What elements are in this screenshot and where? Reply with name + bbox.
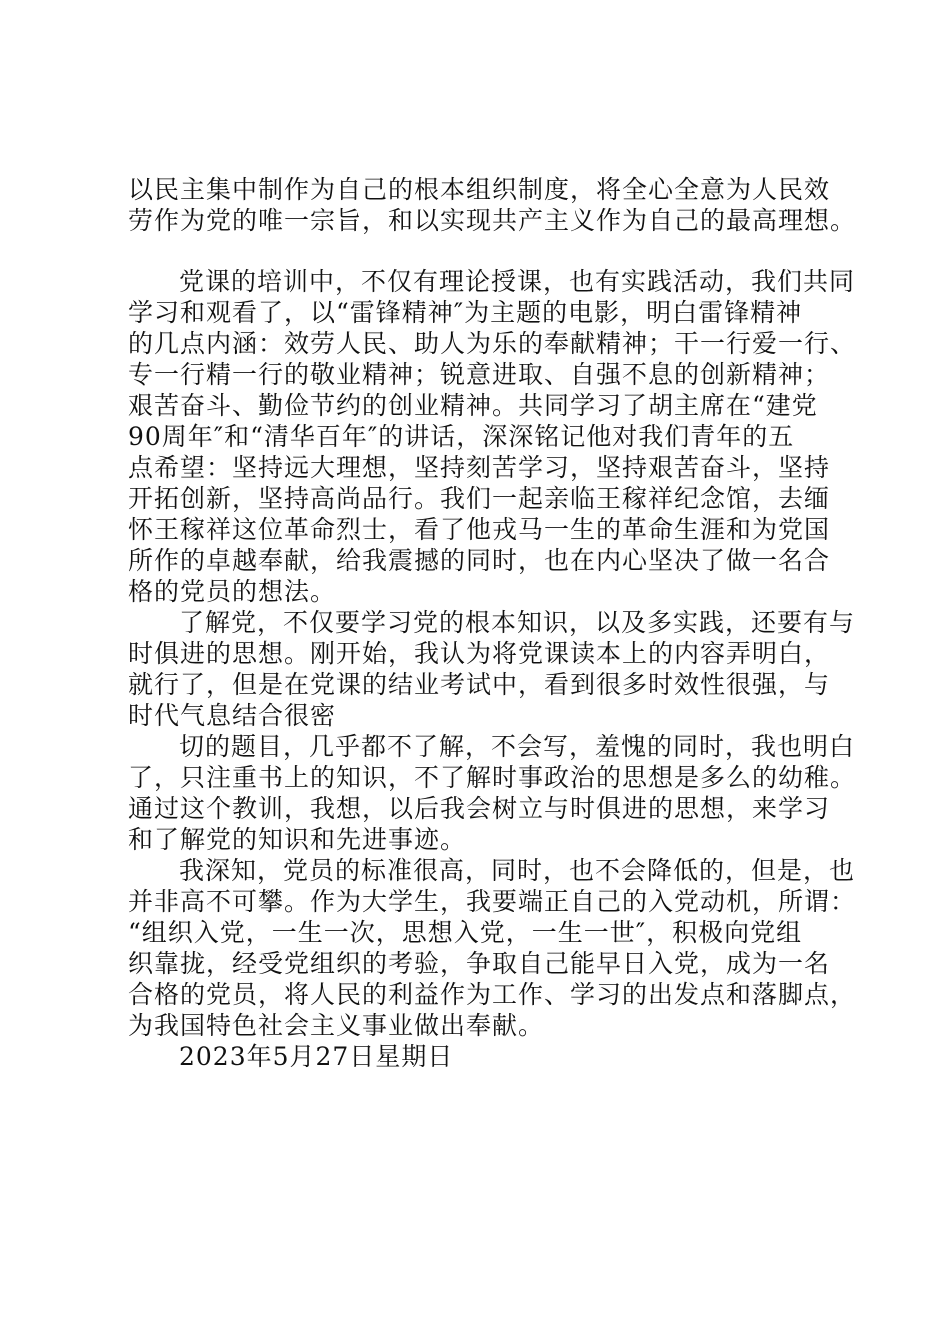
paragraph-3-line-4: 和了解党的知识和先进事迹。 bbox=[128, 825, 467, 854]
paragraph-4-line-3: “组织入党，一生一次，思想入党，一生一世″，积极向党组 bbox=[128, 918, 803, 947]
paragraph-2-line-2: 时俱进的思想。刚开始，我认为将党课读本上的内容弄明白， bbox=[128, 639, 831, 668]
paragraph-1-line-9: 怀王稼祥这位革命烈士，看了他戎马一生的革命生涯和为党国 bbox=[128, 515, 831, 544]
paragraph-training bbox=[128, 266, 857, 607]
date-block bbox=[128, 1041, 848, 1072]
paragraph-4-line-5: 合格的党员，将人民的利益作为工作、学习的出发点和落脚点， bbox=[128, 980, 857, 1009]
paragraph-commitment bbox=[128, 855, 857, 1041]
paragraph-1-line-3: 的几点内涵：效劳人民、助人为乐的奉献精神；干一行爱一行、 bbox=[128, 329, 857, 358]
paragraph-1-line-5: 艰苦奋斗、勤俭节约的创业精神。共同学习了胡主席在“建党 bbox=[128, 391, 818, 420]
paragraph-lesson bbox=[128, 731, 857, 855]
paragraph-4-line-6: 为我国特色社会主义事业做出奉献。 bbox=[128, 1011, 545, 1040]
paragraph-3-line-1: 切的题目，几乎都不了解，不会写，羞愧的同时，我也明白 bbox=[179, 732, 856, 761]
paragraph-1-line-11: 格的党员的想法。 bbox=[128, 577, 337, 606]
paragraph-2-line-4: 时代气息结合很密 bbox=[128, 701, 337, 730]
paragraph-1-line-8: 开拓创新，坚持高尚品行。我们一起亲临王稼祥纪念馆，去缅 bbox=[128, 484, 831, 513]
intro-paragraph bbox=[128, 174, 857, 236]
paragraph-3-line-2: 了，只注重书上的知识，不了解时事政治的思想是多么的幼稚。 bbox=[128, 763, 857, 792]
paragraph-3-line-3: 通过这个教训，我想，以后我会树立与时俱进的思想，来学习 bbox=[128, 794, 831, 823]
paragraph-4-line-2: 并非高不可攀。作为大学生，我要端正自己的入党动机，所谓： bbox=[128, 887, 857, 916]
paragraph-1-line-4: 专一行精一行的敬业精神；锐意进取、自强不息的创新精神； bbox=[128, 360, 831, 389]
paragraph-1-line-1: 党课的培训中，不仅有理论授课，也有实践活动，我们共同 bbox=[179, 267, 856, 296]
paragraph-1-line-2: 学习和观看了，以“雷锋精神″为主题的电影，明白雷锋精神 bbox=[128, 298, 803, 327]
paragraph-understanding bbox=[128, 607, 856, 731]
paragraph-1-line-10: 所作的卓越奉献，给我震撼的同时，也在内心坚决了做一名合 bbox=[128, 546, 831, 575]
paragraph-4-line-4: 织靠拢，经受党组织的考验，争取自己能早日入党，成为一名 bbox=[128, 949, 831, 978]
intro-line-2: 劳作为党的唯一宗旨，和以实现共产主义作为自己的最高理想。 bbox=[128, 206, 857, 235]
paragraph-4-line-1: 我深知，党员的标准很高，同时，也不会降低的，但是，也 bbox=[179, 856, 856, 885]
paragraph-2-line-1: 了解党，不仅要学习党的根本知识，以及多实践，还要有与 bbox=[179, 608, 856, 637]
paragraph-1-line-7: 点希望：坚持远大理想，坚持刻苦学习，坚持艰苦奋斗，坚持 bbox=[128, 453, 831, 482]
intro-line-1: 以民主集中制作为自己的根本组织制度，将全心全意为人民效 bbox=[128, 175, 831, 204]
paragraph-1-line-6: 90周年″和“清华百年″的讲话，深深铭记他对我们青年的五 bbox=[128, 422, 795, 451]
date-line: 2023年5月27日星期日 bbox=[179, 1042, 454, 1071]
paragraph-2-line-3: 就行了，但是在党课的结业考试中，看到很多时效性很强，与 bbox=[128, 670, 831, 699]
